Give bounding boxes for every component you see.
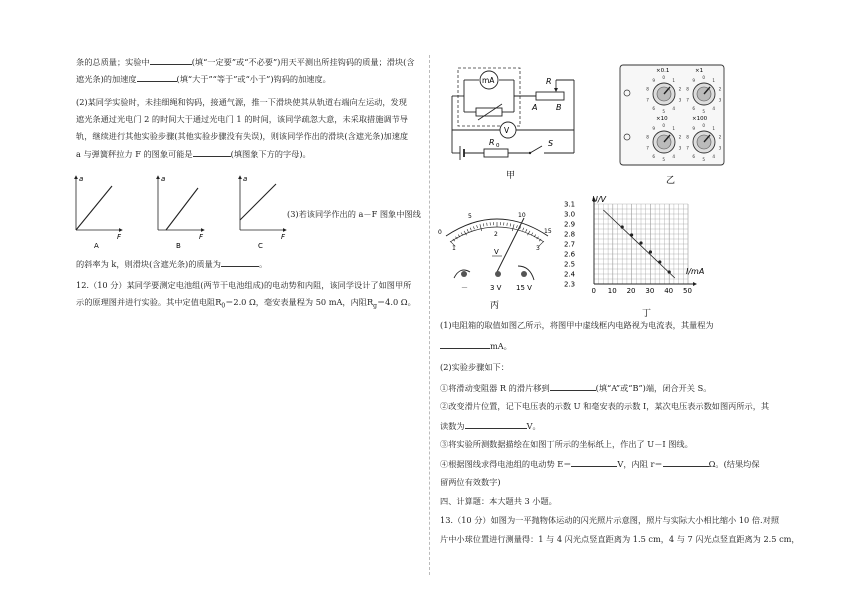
chart-ylabel: U/V xyxy=(592,195,607,204)
dial-digit: 1 xyxy=(712,126,716,132)
text-line-s4 xyxy=(440,458,760,470)
meter-tick xyxy=(461,233,463,236)
dial-digit: 0 xyxy=(702,75,706,80)
y-tick-label: 2.3 xyxy=(564,280,576,289)
meter-tick xyxy=(526,229,527,232)
label-3v: 3 V xyxy=(490,284,502,292)
knob-label-3: ×10 xyxy=(656,116,668,122)
y-tick-label: 2.6 xyxy=(564,250,576,259)
dial-digit: 3 xyxy=(718,145,722,151)
dial-digit: 1 xyxy=(672,126,676,132)
knob-label-1: ×0.1 xyxy=(656,68,670,74)
dial-digit: 3 xyxy=(678,145,682,151)
text-line-p3a: (3)若该同学作出的 a－F 图象中图线 xyxy=(287,209,421,219)
meter-tick xyxy=(480,224,482,231)
s-label: S xyxy=(548,139,554,148)
dial-digit: 8 xyxy=(646,86,649,92)
dial-digit: 6 xyxy=(692,105,696,111)
dial-digit: 0 xyxy=(662,75,666,80)
answer-blank[interactable] xyxy=(137,73,177,82)
r0-symbol xyxy=(484,149,508,157)
tick-low-1: 1 xyxy=(452,245,456,252)
text-line-r1a: (1)电阻箱的取值如图乙所示，将图甲中虚线框内电路视为电流表，其量程为 xyxy=(440,320,714,330)
r0-subscript: 0 xyxy=(496,143,500,149)
y-tick-label: 2.9 xyxy=(564,220,576,229)
knob-label-2: ×1 xyxy=(695,68,704,74)
r-label: R xyxy=(546,77,552,86)
text-fragment: Ω。(结果均保 xyxy=(708,459,760,469)
dial-digit: 7 xyxy=(646,97,649,103)
text-fragment: 的斜率为 k，则滑块(含遮光条)的质量为 xyxy=(76,259,221,269)
subscript: g xyxy=(373,302,377,310)
meter-tick xyxy=(467,229,468,232)
meter-tick xyxy=(531,233,533,236)
dial-digit: 0 xyxy=(662,123,666,128)
text-fragment: (填“大于”“等于”或“小于”)钩码的加速度。 xyxy=(176,74,331,84)
text-line-p2a: (2)某同学实验时，未挂细绳和钩码，接通气源，推一下滑块使其从轨道右端向左运动，发现 xyxy=(76,97,407,107)
data-point xyxy=(668,270,671,273)
dial-digit: 4 xyxy=(672,153,676,159)
terminal-15v-icon xyxy=(521,271,527,277)
y-tick-label: 2.4 xyxy=(564,270,576,279)
answer-blank[interactable] xyxy=(465,420,527,429)
dial-digit: 5 xyxy=(702,109,706,114)
voltmeter-face xyxy=(436,206,558,314)
v-label: V xyxy=(504,126,510,135)
text-fragment: ①将滑动变阻器 R 的滑片移到 xyxy=(440,383,550,393)
dial-digit: 2 xyxy=(678,86,682,92)
dial-digit: 5 xyxy=(662,109,666,114)
text-line-s2a: ②改变滑片位置，记下电压表的示数 U 和毫安表的示数 I，某次电压表示数如图丙所示，其 xyxy=(440,401,770,411)
text-fragment: a 与弹簧秤拉力 F 的图象可能是 xyxy=(76,149,193,159)
text-line-s1 xyxy=(440,382,711,394)
circuit-diagram xyxy=(444,60,594,186)
answer-blank[interactable] xyxy=(150,56,192,65)
graph-c xyxy=(240,175,286,250)
text-line-p3b xyxy=(76,258,267,270)
answer-blank[interactable] xyxy=(571,458,617,467)
resistance-box-figure xyxy=(618,63,726,187)
graph-a-xlabel: F xyxy=(117,233,122,241)
tick-low-2: 2 xyxy=(494,231,498,238)
text-fragment: mA。 xyxy=(490,341,512,351)
ui-chart xyxy=(560,192,720,326)
x-tick-label: 10 xyxy=(607,287,617,295)
dial-digit: 8 xyxy=(686,86,689,92)
x-arrow-icon xyxy=(693,282,697,286)
text-line-q13b: 片中小球位置进行测量得：1 与 4 闪光点竖直距离为 1.5 cm，4 与 7 闪光点竖直距离为 2.5 cm， xyxy=(440,534,800,544)
text-fragment: 示的原理图并进行实验。其中定值电阻R xyxy=(76,297,222,307)
dial-digit: 6 xyxy=(692,153,696,159)
dial-digit: 3 xyxy=(678,97,682,103)
dial-digit: 8 xyxy=(686,134,689,140)
text-line-r1b xyxy=(440,340,512,352)
graph-a xyxy=(76,175,122,250)
chart-ticks xyxy=(564,201,692,296)
meter-unit: V xyxy=(494,248,499,256)
y-tick-label: 2.8 xyxy=(564,230,576,239)
dial-digit: 2 xyxy=(678,134,682,140)
meter-tick xyxy=(483,223,484,226)
dial-digit: 2 xyxy=(718,134,722,140)
knob-label-4: ×100 xyxy=(692,116,708,122)
answer-blank[interactable] xyxy=(221,258,259,267)
meter-tick xyxy=(473,226,474,229)
text-fragment: ④根据图线求得电池组的电动势 E＝ xyxy=(440,459,572,469)
text-fragment: (填“一定要”或“不必要”)用天平测出所挂钩码的质量；滑块(含 xyxy=(191,57,415,67)
text-line-q13a: 13.（10 分）如图为一平抛物体运动的闪光照片示意图，照片与实际大小相比缩小 10 倍.对照 xyxy=(440,515,780,525)
answer-blank[interactable] xyxy=(663,458,709,467)
tick-0: 0 xyxy=(438,229,442,236)
answer-blank[interactable] xyxy=(440,340,490,349)
r0-label: R xyxy=(489,138,495,147)
label-15v: 15 V xyxy=(516,284,532,292)
text-line-p2c: 轨，继续进行其他实验步骤(其他实验步骤没有失误)，则该同学作出的滑块(含遮光条)加速度 xyxy=(76,131,409,141)
subscript: 0 xyxy=(221,302,226,310)
meter-tick xyxy=(477,225,478,228)
ma-label: mA xyxy=(482,76,495,85)
meter-tick xyxy=(523,228,524,231)
dial-digit: 5 xyxy=(662,157,666,162)
af-graphs xyxy=(64,172,304,252)
x-tick-label: 20 xyxy=(626,287,636,295)
text-line-s3: ③将实验所测数据描绘在如图丁所示的坐标纸上，作出了 U－I 图线。 xyxy=(440,439,693,449)
dial-digit: 6 xyxy=(652,105,656,111)
dial-digit: 9 xyxy=(652,126,656,132)
y-tick-label: 2.5 xyxy=(564,260,576,269)
meter-tick xyxy=(512,224,514,231)
dial-digit: 4 xyxy=(712,153,716,159)
dial-digit: 0 xyxy=(702,123,706,128)
a-label: A xyxy=(532,103,538,112)
text-fragment: 条的总质量；实验中 xyxy=(76,57,150,67)
resistance-box-symbol xyxy=(476,108,502,116)
text-fragment: ＝4.0 Ω。 xyxy=(376,297,416,307)
section-title-4: 四、计算题：本大题共 3 小题。 xyxy=(440,496,557,506)
graph-c-ylabel: a xyxy=(243,175,248,183)
y-tick-label: 2.7 xyxy=(564,240,576,249)
column-divider xyxy=(429,55,430,575)
text-fragment: 。 xyxy=(258,259,268,269)
data-point xyxy=(621,225,624,228)
x-tick-label: 50 xyxy=(683,287,692,295)
text-line-2 xyxy=(76,73,331,85)
meter-tick xyxy=(516,225,517,228)
graph-b-ylabel: a xyxy=(161,175,166,183)
answer-blank[interactable] xyxy=(193,148,231,157)
rheostat-symbol xyxy=(536,92,564,100)
dial-digit: 4 xyxy=(672,105,676,111)
graph-b-caption: B xyxy=(176,242,181,250)
dial-digit: 1 xyxy=(712,78,716,84)
tick-low-3: 3 xyxy=(536,245,540,252)
data-point xyxy=(658,260,661,263)
chart-axes xyxy=(592,197,697,286)
caption-ding: 丁 xyxy=(642,309,652,319)
caption-bing: 丙 xyxy=(490,301,500,311)
text-fragment: V。 xyxy=(526,421,541,431)
terminal-minus-icon xyxy=(461,271,467,277)
text-line-s2b xyxy=(440,420,541,432)
text-line-1 xyxy=(76,56,415,68)
dial-digit: 9 xyxy=(692,78,696,84)
graph-a-ylabel: a xyxy=(79,175,84,183)
data-point xyxy=(630,233,633,236)
text-line-p2d xyxy=(76,148,311,160)
text-fragment: V，内阻 r＝ xyxy=(617,459,663,469)
dial-digit: 3 xyxy=(718,97,722,103)
chart-xlabel: I/mA xyxy=(686,267,705,276)
dial-digit: 5 xyxy=(702,157,706,162)
y-tick-label: 3.1 xyxy=(564,200,576,209)
data-point xyxy=(639,241,642,244)
x-tick-label: 30 xyxy=(645,287,655,295)
graph-c-caption: C xyxy=(258,242,263,250)
dial-digit: 9 xyxy=(652,78,656,84)
text-fragment: (填图象下方的字母)。 xyxy=(230,149,311,159)
text-line-q12a: 12.（10 分）某同学要测定电池组(两节干电池组成)的电动势和内阻，该同学设计了如图甲所 xyxy=(76,280,412,290)
b-label: B xyxy=(556,103,562,112)
dial-digit: 7 xyxy=(646,145,649,151)
text-line-r2: (2)实验步骤如下： xyxy=(440,362,509,372)
meter-tick xyxy=(470,228,471,231)
text-line-p2b: 遮光条通过光电门 2 的时间大于通过光电门 1 的时间，该同学疏忽大意，未采取措施调节导 xyxy=(76,114,408,124)
switch-symbol xyxy=(530,146,542,153)
tick-15: 15 xyxy=(544,228,552,235)
x-tick-label: 40 xyxy=(664,287,674,295)
text-fragment: 遮光条)的加速度 xyxy=(76,74,137,84)
y-tick-label: 3.0 xyxy=(564,210,576,219)
data-point xyxy=(649,250,652,253)
x-tick-label: 0 xyxy=(591,287,596,295)
text-fragment: (填“A”或“B”)端，闭合开关 S。 xyxy=(595,383,712,393)
dial-digit: 2 xyxy=(718,86,722,92)
tick-5: 5 xyxy=(468,213,472,220)
dial-digit: 7 xyxy=(686,145,689,151)
graph-a-caption: A xyxy=(94,242,99,250)
graph-b-xlabel: F xyxy=(199,233,204,241)
graph-b xyxy=(158,175,204,250)
graph-c-xlabel: F xyxy=(281,233,286,241)
text-line-s4d: 留两位有效数字) xyxy=(440,477,501,487)
meter-needle xyxy=(497,218,524,272)
terminal-3v-icon xyxy=(495,271,501,277)
label-minus: － xyxy=(461,284,468,292)
tick-10: 10 xyxy=(518,212,526,219)
dial-digit: 6 xyxy=(652,153,656,159)
text-fragment: ＝2.0 Ω，毫安表量程为 50 mA，内阻R xyxy=(225,297,374,307)
caption-jia: 甲 xyxy=(506,171,516,181)
dial-digit: 7 xyxy=(686,97,689,103)
dial-digit: 4 xyxy=(712,105,716,111)
dial-digit: 8 xyxy=(646,134,649,140)
text-fragment: 读数为 xyxy=(440,421,465,431)
caption-yi: 乙 xyxy=(666,176,676,186)
meter-tick xyxy=(510,223,511,226)
text-line-q12b xyxy=(76,297,416,312)
answer-blank[interactable] xyxy=(550,382,596,391)
dial-digit: 1 xyxy=(672,78,676,84)
dial-digit: 9 xyxy=(692,126,696,132)
